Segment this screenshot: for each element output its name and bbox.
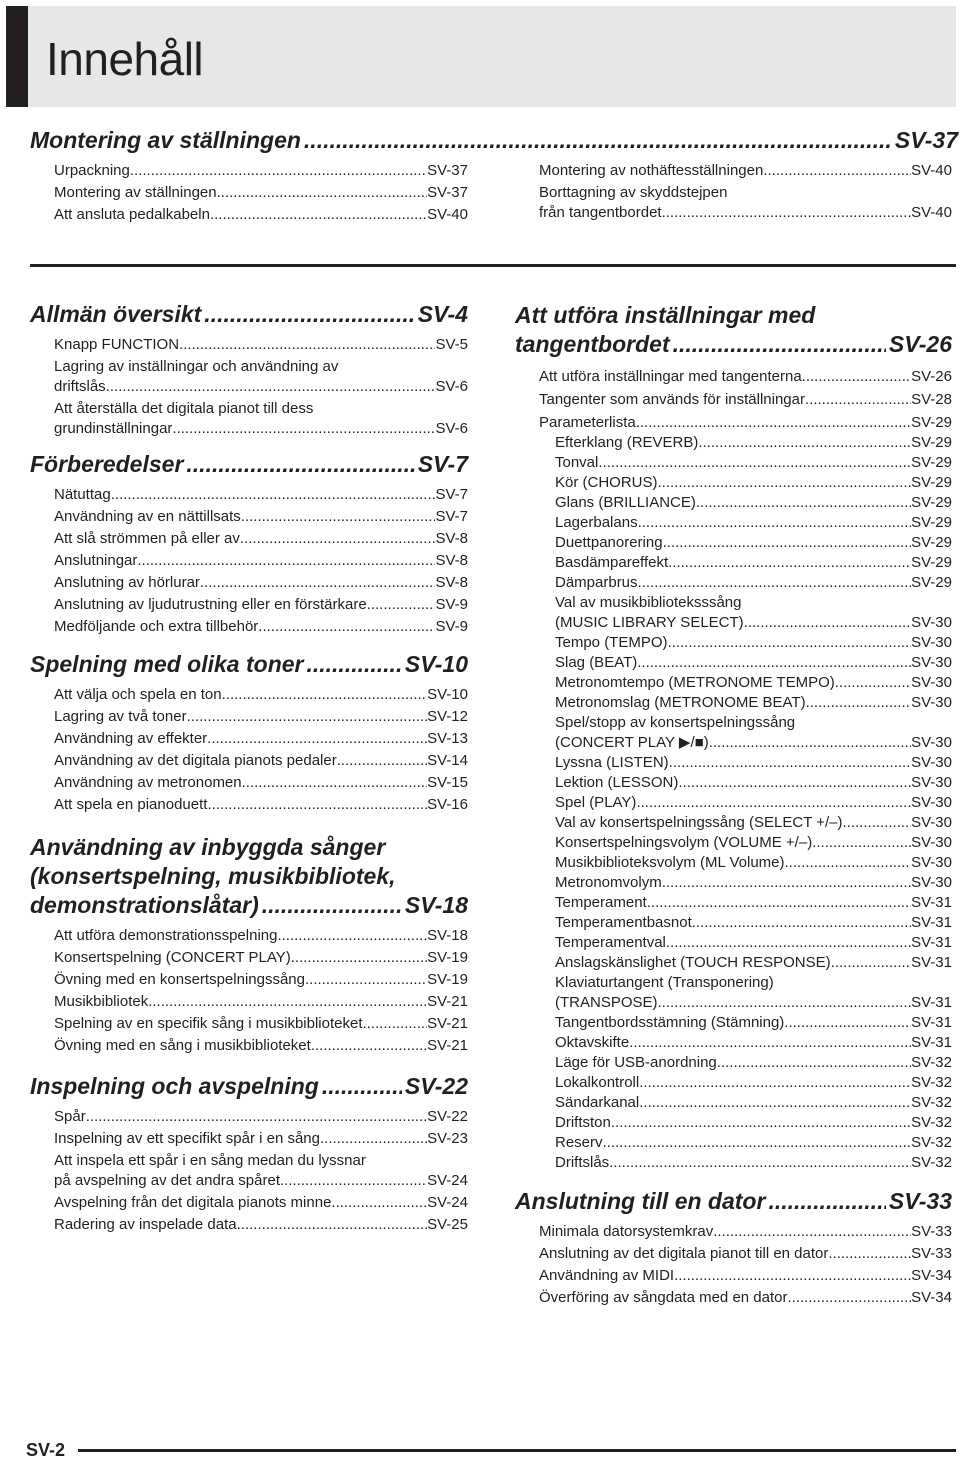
toc-subentry[interactable]: Slag (BEAT) ..... SV-30 xyxy=(555,653,952,673)
toc-entry[interactable]: Att ansluta pedalkabeln ..... SV-40 xyxy=(54,205,468,225)
footer-rule xyxy=(78,1449,956,1452)
toc-subentry[interactable]: Tempo (TEMPO) ..... SV-30 xyxy=(555,633,952,653)
toc-subentry[interactable]: Anslagskänslighet (TOUCH RESPONSE) ..... SV-31 xyxy=(555,953,952,973)
toc-subentry-line[interactable]: Val av musikbiblioteksssång xyxy=(555,594,742,611)
toc-section-heading[interactable]: Förberedelser ..... SV-7 xyxy=(30,450,468,479)
right-column xyxy=(515,301,952,1310)
toc-entry[interactable]: Övning med en sång i musikbiblioteket ..... SV-21 xyxy=(54,1036,468,1056)
toc-entry-line[interactable]: Borttagning av skyddstejpen xyxy=(539,184,728,201)
toc-subentry-line[interactable]: Spel/stopp av konsertspelningssång xyxy=(555,714,796,731)
toc-entry[interactable]: Spelning av en specifik sång i musikbiblioteket ..... SV-21 xyxy=(54,1014,468,1034)
toc-entry[interactable]: Användning av metronomen ..... SV-15 xyxy=(54,773,468,793)
toc-entry[interactable]: Användning av det digitala pianots pedaler ..... SV-14 xyxy=(54,751,468,771)
toc-section-heading-line[interactable]: (konsertspelning, musikbibliotek, xyxy=(30,863,396,889)
toc-entry[interactable]: Parameterlista ..... SV-29 xyxy=(539,413,952,433)
toc-section-heading[interactable]: Allmän översikt ..... SV-4 xyxy=(30,300,468,329)
page-number: SV-2 xyxy=(26,1440,66,1460)
montering-left-list xyxy=(30,159,468,227)
toc-entry[interactable]: Radering av inspelade data ..... SV-25 xyxy=(54,1215,468,1235)
toc-entry[interactable]: Konsertspelning (CONCERT PLAY) ..... SV-19 xyxy=(54,948,468,968)
toc-entry-line[interactable]: Lagring av inställningar och användning av xyxy=(54,358,339,375)
toc-subentry[interactable]: Metronomvolym ..... SV-30 xyxy=(555,873,952,893)
toc-entry[interactable]: Inspelning av ett specifikt spår i en sång ..... SV-23 xyxy=(54,1129,468,1149)
toc-subentry[interactable]: Kör (CHORUS) ..... SV-29 xyxy=(555,473,952,493)
toc-subentry-line[interactable]: Klaviaturtangent (Transponering) xyxy=(555,974,774,991)
toc-section-heading[interactable]: Montering av ställningen ..... SV-37 xyxy=(30,126,958,155)
title-stripe xyxy=(6,6,28,107)
toc-entry[interactable]: Användning av en nättillsats ..... SV-7 xyxy=(54,507,468,527)
toc-entry[interactable]: Spår ..... SV-22 xyxy=(54,1107,468,1127)
toc-entry[interactable]: Urpackning ..... SV-37 xyxy=(54,161,468,181)
toc-subentry[interactable]: Konsertspelningsvolym (VOLUME +/–) ..... SV-30 xyxy=(555,833,952,853)
toc-subentry[interactable]: Glans (BRILLIANCE) ..... SV-29 xyxy=(555,493,952,513)
toc-entry[interactable]: Att utföra inställningar med tangenterna ..... SV-26 xyxy=(539,367,952,387)
toc-entry[interactable]: Nätuttag ..... SV-7 xyxy=(54,485,468,505)
toc-subentry[interactable]: (CONCERT PLAY ▶/■) ..... SV-30 xyxy=(555,733,952,753)
toc-section-heading-line[interactable]: Att utföra inställningar med xyxy=(515,302,816,328)
toc-entry[interactable]: grundinställningar ..... SV-6 xyxy=(54,419,468,439)
toc-subentry[interactable]: Lokalkontroll ..... SV-32 xyxy=(555,1073,952,1093)
section-divider xyxy=(30,264,956,267)
toc-section-heading[interactable]: Spelning med olika toner ..... SV-10 xyxy=(30,650,468,679)
toc-subentry[interactable]: Efterklang (REVERB) ..... SV-29 xyxy=(555,433,952,453)
section-montering xyxy=(30,126,958,155)
toc-subentry[interactable]: Lyssna (LISTEN) ..... SV-30 xyxy=(555,753,952,773)
toc-subentry[interactable]: Temperament ..... SV-31 xyxy=(555,893,952,913)
toc-subentry[interactable]: Metronomtempo (METRONOME TEMPO) ..... SV-30 xyxy=(555,673,952,693)
toc-entry[interactable]: Montering av nothäftesställningen ..... SV-40 xyxy=(539,161,952,181)
toc-entry[interactable]: Tangenter som används för inställningar ..... SV-28 xyxy=(539,390,952,410)
title-bar xyxy=(6,6,956,107)
toc-entry[interactable]: Musikbibliotek ..... SV-21 xyxy=(54,992,468,1012)
toc-entry[interactable]: Anslutning av det digitala pianot till en dator ..... SV-33 xyxy=(539,1244,952,1264)
toc-subentry[interactable]: Spel (PLAY) ..... SV-30 xyxy=(555,793,952,813)
toc-subentry[interactable]: Temperamentval ..... SV-31 xyxy=(555,933,952,953)
toc-subentry[interactable]: Sändarkanal ..... SV-32 xyxy=(555,1093,952,1113)
toc-entry[interactable]: Övning med en konsertspelningssång ..... SV-19 xyxy=(54,970,468,990)
toc-subentry[interactable]: Musikbiblioteksvolym (ML Volume) ..... SV-30 xyxy=(555,853,952,873)
toc-entry[interactable]: Montering av ställningen ..... SV-37 xyxy=(54,183,468,203)
toc-entry[interactable]: Att spela en pianoduett ..... SV-16 xyxy=(54,795,468,815)
toc-entry[interactable]: från tangentbordet ..... SV-40 xyxy=(539,203,952,223)
toc-section-heading[interactable]: Anslutning till en dator ..... SV-33 xyxy=(515,1187,952,1216)
toc-subentry[interactable]: Tangentbordsstämning (Stämning) ..... SV-31 xyxy=(555,1013,952,1033)
toc-subentry[interactable]: Läge för USB-anordning ..... SV-32 xyxy=(555,1053,952,1073)
toc-section-heading[interactable]: Inspelning och avspelning ..... SV-22 xyxy=(30,1072,468,1101)
toc-subentry[interactable]: Val av konsertspelningssång (SELECT +/–) ..... SV-30 xyxy=(555,813,952,833)
toc-subentry[interactable]: Duettpanorering ..... SV-29 xyxy=(555,533,952,553)
toc-entry[interactable]: Medföljande och extra tillbehör ..... SV-9 xyxy=(54,617,468,637)
toc-section-heading-line[interactable]: Användning av inbyggda sånger xyxy=(30,834,386,860)
toc-subentry[interactable]: Temperamentbasnot ..... SV-31 xyxy=(555,913,952,933)
toc-entry[interactable]: Anslutning av ljudutrustning eller en förstärkare ..... SV-9 xyxy=(54,595,468,615)
toc-entry[interactable]: driftslås ..... SV-6 xyxy=(54,377,468,397)
toc-subentry[interactable]: Tonval ..... SV-29 xyxy=(555,453,952,473)
toc-entry[interactable]: Avspelning från det digitala pianots minne ..... SV-24 xyxy=(54,1193,468,1213)
montering-right-list xyxy=(515,159,952,223)
toc-entry[interactable]: på avspelning av det andra spåret ..... SV-24 xyxy=(54,1171,468,1191)
toc-entry[interactable]: Knapp FUNCTION ..... SV-5 xyxy=(54,335,468,355)
toc-subentry[interactable]: Lektion (LESSON) ..... SV-30 xyxy=(555,773,952,793)
toc-entry[interactable]: Att utföra demonstrationsspelning ..... SV-18 xyxy=(54,926,468,946)
toc-entry[interactable]: Anslutningar ..... SV-8 xyxy=(54,551,468,571)
toc-entry[interactable]: Användning av MIDI ..... SV-34 xyxy=(539,1266,952,1286)
toc-entry[interactable]: Överföring av sångdata med en dator ..... SV-34 xyxy=(539,1288,952,1308)
left-column xyxy=(30,300,468,1237)
toc-entry[interactable]: Lagring av två toner ..... SV-12 xyxy=(54,707,468,727)
toc-entry-line[interactable]: Att återställa det digitala pianot till dess xyxy=(54,400,314,417)
page-title: Innehåll xyxy=(46,33,204,85)
toc-subentry[interactable]: Lagerbalans ..... SV-29 xyxy=(555,513,952,533)
toc-subentry[interactable]: Metronomslag (METRONOME BEAT) ..... SV-30 xyxy=(555,693,952,713)
toc-subentry[interactable]: Reserv ..... SV-32 xyxy=(555,1133,952,1153)
toc-subentry[interactable]: Oktavskifte ..... SV-31 xyxy=(555,1033,952,1053)
toc-entry[interactable]: Att välja och spela en ton ..... SV-10 xyxy=(54,685,468,705)
toc-subentry[interactable]: Dämparbrus ..... SV-29 xyxy=(555,573,952,593)
toc-entry[interactable]: Användning av effekter ..... SV-13 xyxy=(54,729,468,749)
toc-entry[interactable]: Att slå strömmen på eller av ..... SV-8 xyxy=(54,529,468,549)
toc-section-heading[interactable]: demonstrationslåtar) ..... SV-18 xyxy=(30,891,468,920)
toc-entry[interactable]: Minimala datorsystemkrav ..... SV-33 xyxy=(539,1222,952,1242)
toc-subentry[interactable]: Driftslås ..... SV-32 xyxy=(555,1153,952,1173)
toc-subentry[interactable]: (TRANSPOSE) ..... SV-31 xyxy=(555,993,952,1013)
toc-entry-line[interactable]: Att inspela ett spår i en sång medan du lyssnar xyxy=(54,1152,366,1169)
toc-subentry[interactable]: Driftston ..... SV-32 xyxy=(555,1113,952,1133)
toc-subentry[interactable]: (MUSIC LIBRARY SELECT) ..... SV-30 xyxy=(555,613,952,633)
toc-entry[interactable]: Anslutning av hörlurar ..... SV-8 xyxy=(54,573,468,593)
toc-subentry[interactable]: Basdämpareffekt ..... SV-29 xyxy=(555,553,952,573)
toc-section-heading[interactable]: tangentbordet ..... SV-26 xyxy=(515,330,952,359)
